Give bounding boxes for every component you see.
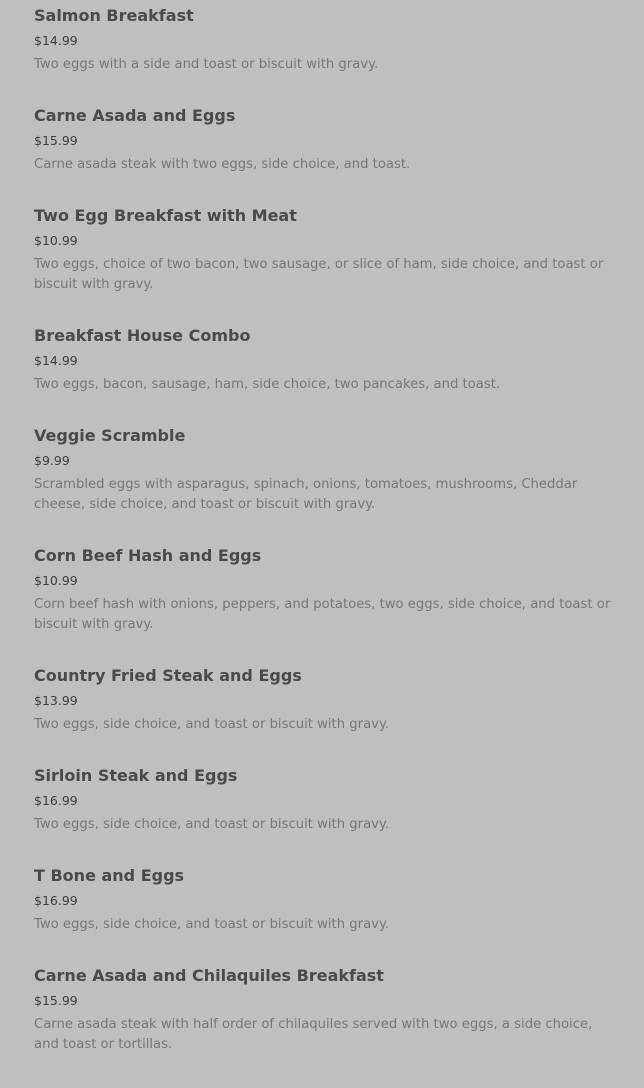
item-description: Two eggs, bacon, sausage, ham, side choice, two pancakes, and toast. (34, 377, 501, 392)
item-price: $15.99 (34, 133, 78, 148)
item-price: $14.99 (34, 353, 78, 368)
item-name: Two Egg Breakfast with Meat (34, 206, 297, 225)
item-description: Two eggs, side choice, and toast or biscuit with gravy. (34, 817, 390, 832)
item-description: Two eggs with a side and toast or biscuit with gravy. (34, 57, 379, 72)
item-name: Veggie Scramble (34, 426, 186, 445)
item-description: Corn beef hash with onions, peppers, and potatoes, two eggs, side choice, and toast or biscuit with gravy. (34, 597, 611, 632)
item-price: $15.99 (34, 993, 78, 1008)
item-description: Two eggs, choice of two bacon, two sausage, or slice of ham, side choice, and toast or biscuit with gravy. (34, 257, 604, 292)
item-description: Two eggs, side choice, and toast or biscuit with gravy. (34, 917, 390, 932)
item-price: $13.99 (34, 693, 78, 708)
item-name: Breakfast House Combo (34, 326, 251, 345)
item-name: Corn Beef Hash and Eggs (34, 546, 262, 565)
item-name: Sirloin Steak and Eggs (34, 766, 238, 785)
item-price: $14.99 (34, 33, 78, 48)
item-price: $16.99 (34, 793, 78, 808)
item-price: $10.99 (34, 573, 78, 588)
item-price: $9.99 (34, 453, 70, 468)
item-price: $16.99 (34, 893, 78, 908)
item-description: Carne asada steak with half order of chilaquiles served with two eggs, a side choice, and toast or tortillas. (34, 1017, 593, 1052)
item-description: Carne asada steak with two eggs, side choice, and toast. (34, 157, 411, 172)
item-description: Two eggs, side choice, and toast or biscuit with gravy. (34, 717, 390, 732)
item-description: Scrambled eggs with asparagus, spinach, onions, tomatoes, mushrooms, Cheddar cheese, side choice, and toast or biscuit with gravy. (34, 477, 578, 512)
item-name: Carne Asada and Eggs (34, 106, 236, 125)
item-price: $10.99 (34, 233, 78, 248)
item-name: Carne Asada and Chilaquiles Breakfast (34, 966, 384, 985)
item-name: T Bone and Eggs (34, 866, 185, 885)
item-name: Country Fried Steak and Eggs (34, 666, 302, 685)
item-name: Salmon Breakfast (34, 6, 194, 25)
